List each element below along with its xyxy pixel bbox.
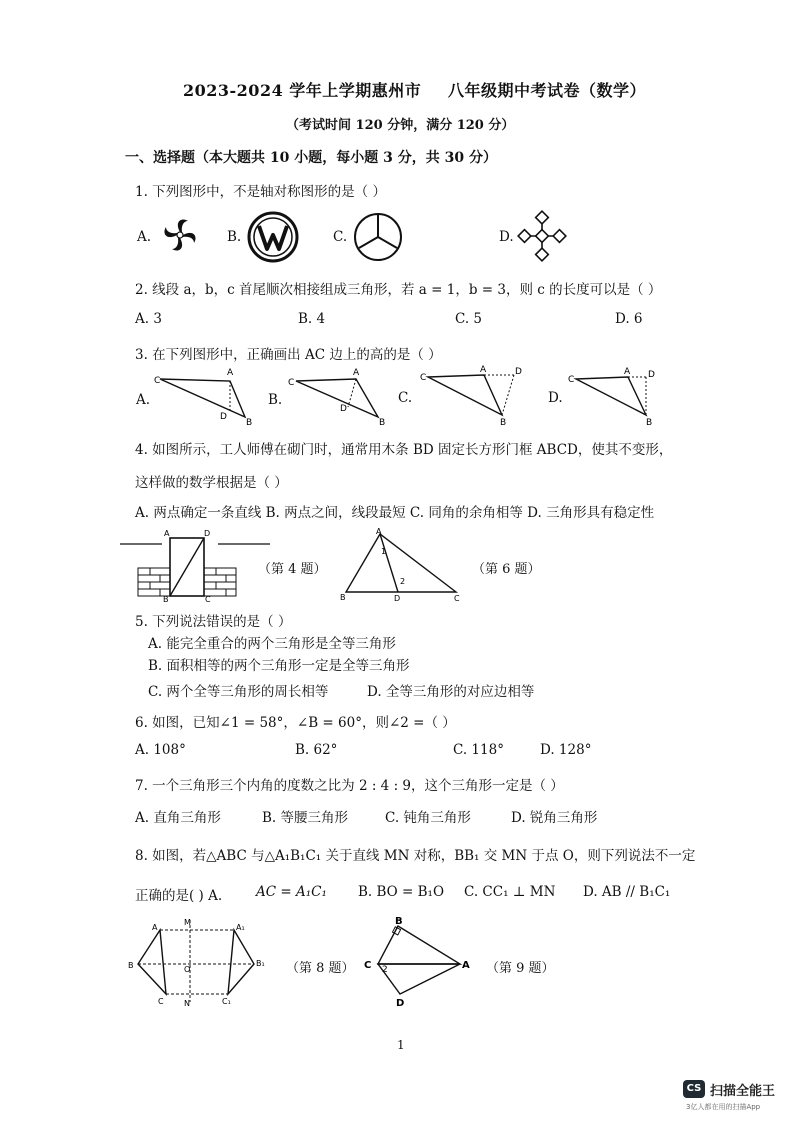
q3-figure-d (566, 363, 676, 429)
q3-label-c: C. (398, 390, 413, 406)
q3b-pt-c: C (288, 378, 295, 388)
q2-option-c: C. 5 (455, 311, 483, 327)
q3d-pt-c: C (568, 375, 575, 385)
q8-pt-b: B (128, 961, 134, 970)
q4-stem-line1: 4. 如图所示，工人师傅在砌门时，通常用木条 BD 固定长方形门框 ABCD，使其不变形， (135, 442, 673, 458)
scanner-brand-tagline: 3亿人都在用的扫描App (686, 1103, 761, 1111)
q1-label-c: C. (333, 229, 348, 245)
q3b-pt-b: B (379, 418, 386, 428)
q9-figure (360, 914, 470, 1010)
q6-pt-c: C (454, 594, 460, 603)
q2-option-d: D. 6 (615, 311, 643, 327)
q6-angle-2: 2 (400, 577, 406, 586)
q4-pt-d: D (204, 529, 211, 538)
q8-pt-m: M (184, 918, 191, 927)
q6-figure (336, 528, 466, 602)
q5-option-b: B. 面积相等的两个三角形一定是全等三角形 (148, 658, 410, 674)
q4-pt-a: A (164, 529, 170, 538)
q8-pt-c: C (158, 997, 164, 1006)
vw-logo-icon (247, 211, 299, 263)
scanner-logo-icon: CS (683, 1080, 705, 1098)
q7-option-b: B. 等腰三角形 (262, 810, 349, 826)
scanner-brand-name: 扫描全能王 (710, 1084, 776, 1099)
q3d-pt-d: D (648, 370, 655, 380)
q4-pt-c: C (205, 595, 211, 604)
exam-title-left: 2023-2024 学年上学期惠州市 (183, 81, 422, 100)
q1-label-b: B. (227, 229, 242, 245)
q6-stem: 6. 如图，已知∠1 = 58°，∠B = 60°，则∠2 =（ ） (135, 715, 456, 731)
q8-stem-line2: 正确的是( ) A. (135, 888, 223, 904)
mercedes-logo-icon (352, 211, 404, 263)
page-number: 1 (397, 1038, 405, 1052)
q6-pt-a: A (376, 527, 382, 536)
q6-pt-d: D (394, 594, 401, 603)
q8-option-d: D. AB // B₁C₁ (583, 884, 671, 900)
q8-stem-line1: 8. 如图，若△ABC 与△A₁B₁C₁ 关于直线 MN 对称，BB₁ 交 MN 于点 O，则下列说法不一定 (135, 848, 696, 864)
q2-option-a: A. 3 (135, 311, 162, 327)
q6-option-d: D. 128° (540, 742, 592, 758)
q8-pt-a1: A₁ (236, 923, 245, 932)
q3-figure-b (284, 365, 394, 427)
q9-pt-d: D (396, 998, 405, 1009)
q1-label-d: D. (499, 229, 514, 245)
pinwheel-icon (160, 215, 200, 255)
q8-pt-n: N (184, 999, 190, 1008)
q3c-pt-a: A (480, 365, 487, 375)
q9-pt-c: C (364, 960, 372, 971)
q6-option-a: A. 108° (135, 742, 186, 758)
exam-subtitle: （考试时间 120 分钟，满分 120 分） (286, 118, 515, 133)
q3c-pt-b: B (500, 418, 507, 428)
q6-figure-label: （第 6 题） (472, 562, 541, 577)
q2-option-b: B. 4 (298, 311, 326, 327)
q7-option-a: A. 直角三角形 (135, 810, 221, 826)
q3d-pt-a: A (624, 367, 631, 377)
q5-option-c: C. 两个全等三角形的周长相等 (148, 684, 329, 700)
q8-pt-b1: B₁ (256, 959, 265, 968)
q3a-pt-a: A (227, 368, 234, 378)
q4-options: A. 两点确定一条直线 B. 两点之间，线段最短 C. 同角的余角相等 D. 三角形具有稳定性 (135, 505, 655, 521)
q8-pt-o: O (184, 965, 191, 974)
q4-figure-label: （第 4 题） (258, 562, 327, 577)
q6-pt-b: B (340, 593, 346, 602)
q6-angle-1: 1 (381, 547, 387, 556)
q4-stem-line2: 这样做的数学根据是（ ） (135, 475, 288, 491)
q1-stem: 1. 下列图形中，不是轴对称图形的是（ ） (135, 184, 386, 200)
q3b-pt-d: D (340, 404, 347, 414)
q5-stem: 5. 下列说法错误的是（ ） (135, 614, 292, 630)
q3-label-b: B. (268, 392, 283, 408)
q8-figure (124, 916, 274, 1006)
diamond-cross-icon (519, 211, 565, 261)
q3d-pt-b: B (646, 418, 653, 428)
q3-figure-c (418, 363, 538, 429)
q5-option-d: D. 全等三角形的对应边相等 (367, 684, 535, 700)
q3a-pt-b: B (246, 418, 253, 428)
q6-option-c: C. 118° (453, 742, 504, 758)
q3c-pt-d: D (515, 367, 522, 377)
q2-stem: 2. 线段 a，b，c 首尾顺次相接组成三角形，若 a = 1，b = 3，则 c 的长度可以是（ ） (135, 282, 662, 298)
q6-option-b: B. 62° (295, 742, 338, 758)
q3-label-a: A. (136, 392, 151, 408)
q3-label-d: D. (548, 390, 563, 406)
q8-option-a: AC = A₁C₁ (256, 884, 327, 900)
q3a-pt-d: D (220, 412, 227, 422)
q7-stem: 7. 一个三角形三个内角的度数之比为 2 : 4 : 9，这个三角形一定是（ ） (135, 778, 564, 794)
q3c-pt-c: C (420, 373, 427, 383)
q9-pt-b: B (395, 916, 403, 927)
exam-title-right: 八年级期中考试卷（数学） (448, 81, 647, 100)
q3-figure-a (150, 365, 260, 427)
q9-figure-label: （第 9 题） (486, 961, 555, 976)
q8-pt-a: A (152, 923, 158, 932)
q7-option-c: C. 钝角三角形 (385, 810, 471, 826)
q3a-pt-c: C (154, 376, 161, 386)
q9-angle-2: 2 (382, 965, 388, 975)
q8-figure-label: （第 8 题） (286, 961, 355, 976)
q4-pt-b: B (163, 595, 169, 604)
section-heading: 一、选择题（本大题共 10 小题，每小题 3 分，共 30 分） (125, 150, 497, 166)
q3b-pt-a: A (353, 368, 360, 378)
q5-option-a: A. 能完全重合的两个三角形是全等三角形 (148, 636, 396, 652)
q8-pt-c1: C₁ (222, 997, 231, 1006)
q7-option-d: D. 锐角三角形 (511, 810, 598, 826)
q9-pt-a: A (462, 960, 470, 971)
q8-option-b: B. BO = B₁O (358, 884, 445, 900)
q8-option-c: C. CC₁ ⊥ MN (464, 884, 556, 900)
q3-stem: 3. 在下列图形中，正确画出 AC 边上的高的是（ ） (135, 347, 442, 363)
q1-label-a: A. (137, 229, 152, 245)
